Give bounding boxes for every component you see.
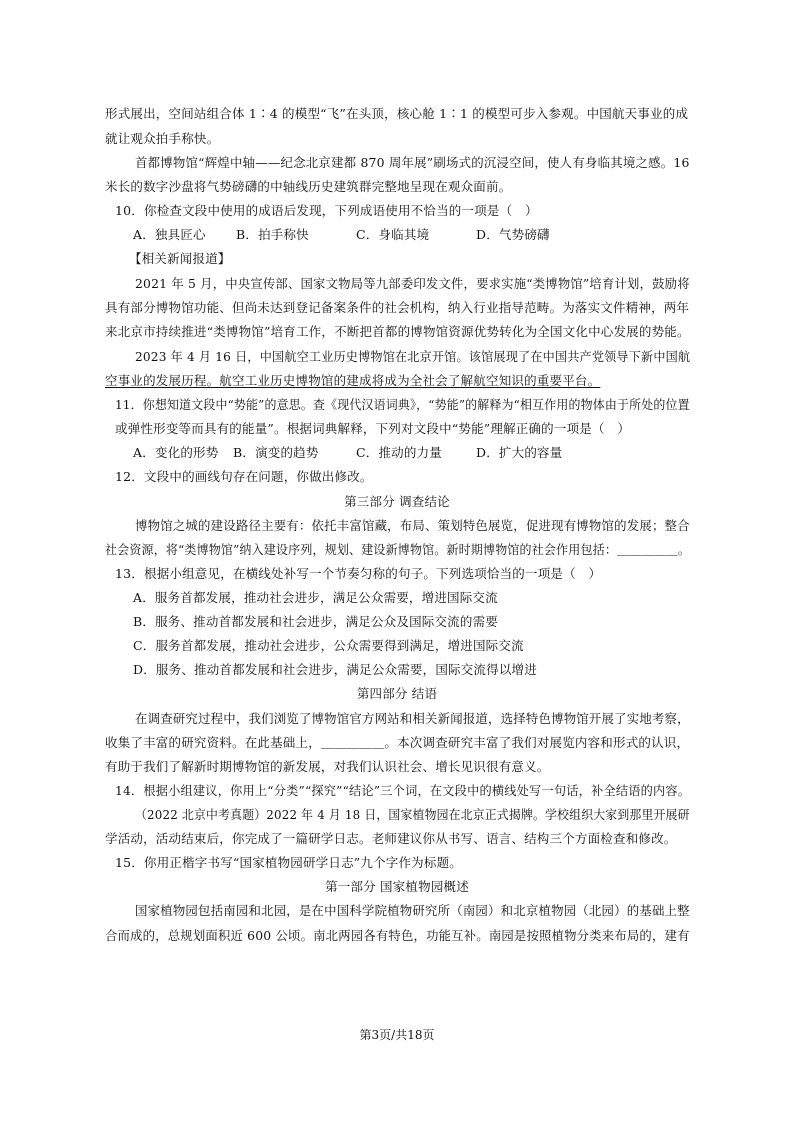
document-page: 形式展出，空间站组合体 1∶4 的模型“飞”在头顶，核心舱 1∶1 的模型可步入参观。中国航天事业的成 就让观众拍手称快。 首都博物馆“辉煌中轴——纪念北京建都 870 周年展”刷场式的沉浸空间，使人有身临其境之感。16 米长的数字沙盘将气势磅礴的中轴线历史建筑群完整地呈现在观众面前。 10．你检查文段中使用的成语后发现，下列成语使用不恰当的一项是（ ） A．独具匠心 B．拍手称快 C．身临其境 D．气势磅礴 【相关新闻报道】 2021 年 5 月，中央宣传部、国家文物局等九部委印发文件，要求实施“类博物馆”培育计划，鼓励将 具有部分博物馆功能、但尚未达到登记备案条件的社会机构，纳入行业指导范畴。为落实文件精神，两年 来北京市持续推进“类博物馆”培育工作，不断把首都的博物馆资源优势转化为全国文化中心发展的势能。 2023 年 4 月 16 日，中国航空工业历史博物馆在北京开馆。该馆展现了在中国共产党领导下新中国航 空事业的发展历程。航空工业历史博物馆的建成将成为全社会了解航空知识的重要平台。 11．你想知道文段中“势能”的意思。查《现代汉语词典》，“势能”的解释为“相互作用的物体由于所处的位置 或弹性形变等而具有的能量”。根据词典解释，下列对文段中“势能”理解正确的一项是（ ） A．变化的形势 B．演变的趋势 C．推动的力量 D．扩大的容量 12．文段中的画线句存在问题，你做出修改。 第三部分 调查结论 博物馆之城的建设路径主要有：依托丰富馆藏，布局、策划特色展览，促进现有博物馆的发展；整合 社会资源，将“类博物馆”纳入建设序列，规划、建设新博物馆。新时期博物馆的社会作用包括：＿＿＿＿＿。 13．根据小组意见，在横线处补写一个节奏匀称的句子。下列选项恰当的一项是（ ） A．服务首都发展，推动社会进步，满足公众需要，增进国际交流 B．服务、推动首都发展和社会进步，满足公众及国际交流的需要 C．服务首都发展，推动社会进步，公众需要得到满足，增进国际交流 D．服务、推动首都发展和社会进步，满足公众需要，国际交流得以增进 第四部分 结语 在调查研究过程中，我们浏览了博物馆官方网站和相关新闻报道，选择特色博物馆开展了实地考察， 收集了丰富的研究资料。在此基础上，＿＿＿＿＿。本次调查研究丰富了我们对展览内容和形式的认识， 有助于我们了解新时期博物馆的新发展，对我们认识社会、增长见识很有意义。 14．根据小组建议，你用上“分类”“探究”“结论”三个词，在文段中的横线处写一句话，补全结语的内容。 （2022 北京中考真题）2022 年 4 月 18 日，国家植物园在北京正式揭牌。学校组织大家到那里开展研 学活动，活动结束后，你完成了一篇研学日志。老师建议你从书写、语言、结构三个方面检查和修改。 15．你用正楷字书写“国家植物园研学日志”九个字作为标题。 第一部分 国家植物园概述 国家植物园包括南园和北园，是在中国科学院植物研究所（南园）和北京植物园（北园）的基础上整 合而成的，总规划面积近 600 公顷。南北两园各有特色，功能互补。南园是按照植物分类来布局的，建有 第3页/共18页 bbox=[0, 0, 794, 1123]
option-a: A．独具匠心 bbox=[133, 227, 206, 242]
option-c: C．身临其境 bbox=[356, 227, 430, 242]
page-number-footer: 第3页/共18页 bbox=[359, 1028, 435, 1042]
option-d: D．气势磅礴 bbox=[476, 227, 550, 242]
option-b: B．演变的趋势 bbox=[233, 445, 319, 460]
option-c: C．推动的力量 bbox=[356, 445, 442, 460]
option-b: B．拍手称快 bbox=[236, 227, 309, 242]
option-d: D．扩大的容量 bbox=[476, 445, 563, 460]
option-a: A．变化的形势 bbox=[133, 445, 219, 460]
